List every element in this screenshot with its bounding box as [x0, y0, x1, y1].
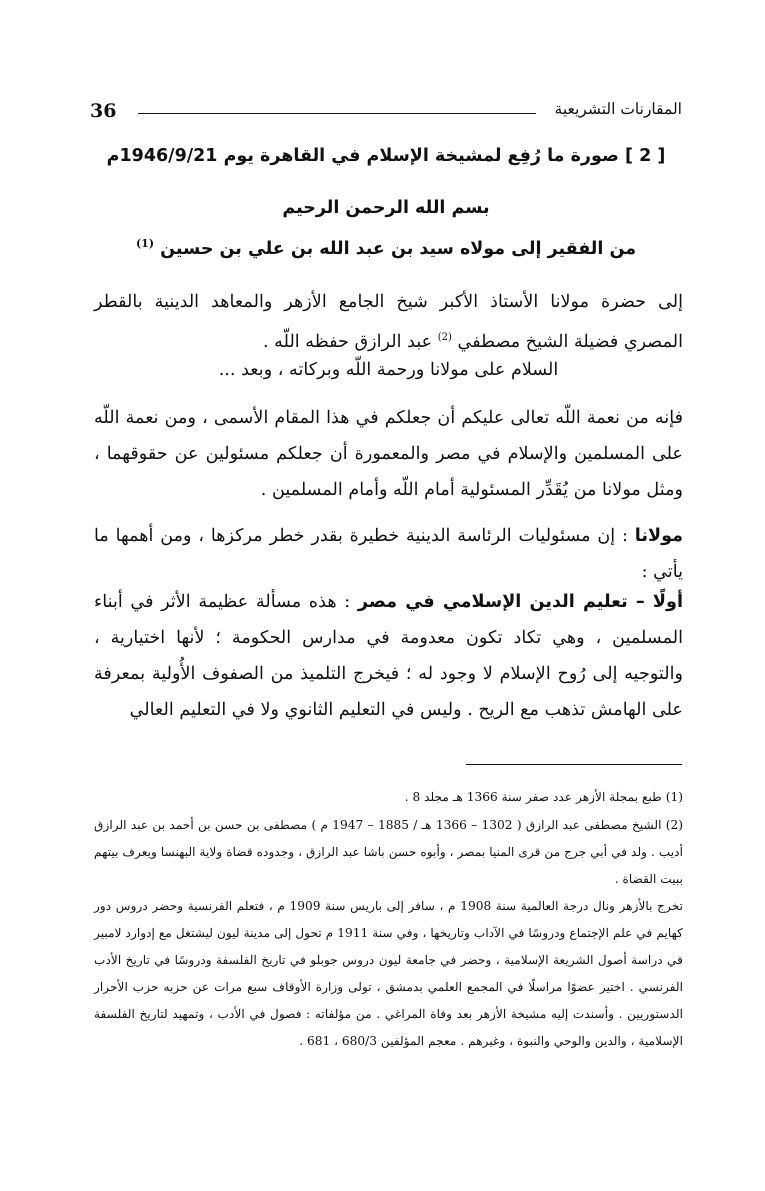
- running-title: المقارنات التشريعية: [554, 100, 682, 118]
- footnote-2-continued: تخرج بالأزهر ونال درجة العالمية سنة 1908 م ، سافر إلى باريس سنة 1909 م ، فتعلم الفرنسية وحضر دروس دور كهايم في علم الإجتماع ودروسًا في الآداب وتاريخها ، وفي سنة 1911 م تحول إلى مدينة ليون ليشتغل مع إدوارد لامبير في دراسة أصول الشريعة الإسلامية ، وحضر في جامعة ليون دروس جوبلو في تاريخ الفلسفة ودروسًا في تاريخ الأدب الفرنسي . اختير عضوًا مراسلًا في المجمع العلمي بدمشق ، تولى وزارة الأوقاف سبع مرات عن حزبه حزب الأحرار الدستوريين . وأسندت إليه مشيخة الأزهر بعد وفاة المراغي . من مؤلفاته : فصول في الأدب ، وتمهيد لتاريخ الفلسفة الإسلامية ، والدين والوحي والنبوة ، وغيرهم . معجم المؤلفين 680/3 ، 681 .: [94, 899, 683, 1048]
- first-point-lead: أولًا – تعليم الدين الإسلامي في مصر: [357, 592, 683, 612]
- footnote-marker-2: (2): [437, 332, 452, 343]
- praise-paragraph: فإنه من نعمة اللّه تعالى عليكم أن جعلكم في هذا المقام الأسمى ، ومن نعمة اللّه على المسلمين والإسلام في مصر والمعمورة أن جعلكم مسئولين عن حقوقهما ، ومثل مولانا من يُقَدِّر المسئولية أمام اللّه وأمام المسلمين .: [94, 408, 683, 500]
- sender-line: [90, 237, 682, 259]
- basmala: بسم الله الرحمن الرحيم: [282, 198, 490, 218]
- responsibility-paragraph: [94, 518, 683, 590]
- greeting-paragraph: السلام على مولانا ورحمة اللّه وبركاته ، وبعد ...: [218, 360, 559, 380]
- first-point-paragraph: [94, 584, 683, 728]
- sender-text: من الفقير إلى مولاه سيد بن عبد الله بن علي بن حسين: [160, 238, 637, 259]
- address-text-b: عبد الرازق حفظه اللّه .: [263, 331, 433, 352]
- footnote-2: (2) الشيخ مصطفى عبد الرازق ( 1302 – 1366 هـ / 1885 – 1947 م ) مصطفى بن حسن بن أحمد بن عبد الرازق أديب . ولد في أبي جرج من قرى المنيا بمصر ، وأبوه حسن باشا عبد الرازق ، وجدوده قضاة ولاية البهنسا ويعرف بيتهم ببيت القضاة .: [94, 818, 684, 886]
- running-header: [90, 96, 682, 132]
- responsibility-lead: مولانا: [634, 526, 683, 546]
- footnote-marker-1: (1): [135, 237, 155, 250]
- address-paragraph: [94, 284, 683, 360]
- footnote-1: (1) طبع بمجلة الأزهر عدد صفر سنة 1366 هـ مجلد 8 .: [404, 790, 683, 804]
- header-rule: [138, 113, 536, 114]
- page-number: 36: [90, 100, 117, 122]
- address-text-a: إلى حضرة مولانا الأستاذ الأكبر شيخ الجامع الأزهر والمعاهد الدينية بالقطر المصري فضيلة الشيخ مصطفي: [94, 292, 683, 352]
- responsibility-text: : إن مسئوليات الرئاسة الدينية خطيرة بقدر خطر مركزها ، ومن أهمها ما يأتي :: [94, 526, 683, 582]
- footnote-separator: [466, 764, 682, 765]
- first-point-text: : هذه مسألة عظيمة الأثر في أبناء المسلمين ، وهي تكاد تكون معدومة في مدارس الحكومة ؛ لأنها اختيارية ، والتوجيه إلى رُوح الإسلام لا وجود له ؛ فيخرج التلميذ من الصفوف الأُولية بمعرفة على الهامش تذهب مع الريح . وليس في التعليم الثانوي ولا في التعليم العالي: [94, 592, 683, 720]
- document-title: [ 2 ] صورة ما رُفِع لمشيخة الإسلام في القاهرة يوم 1946/9/21م: [106, 146, 666, 166]
